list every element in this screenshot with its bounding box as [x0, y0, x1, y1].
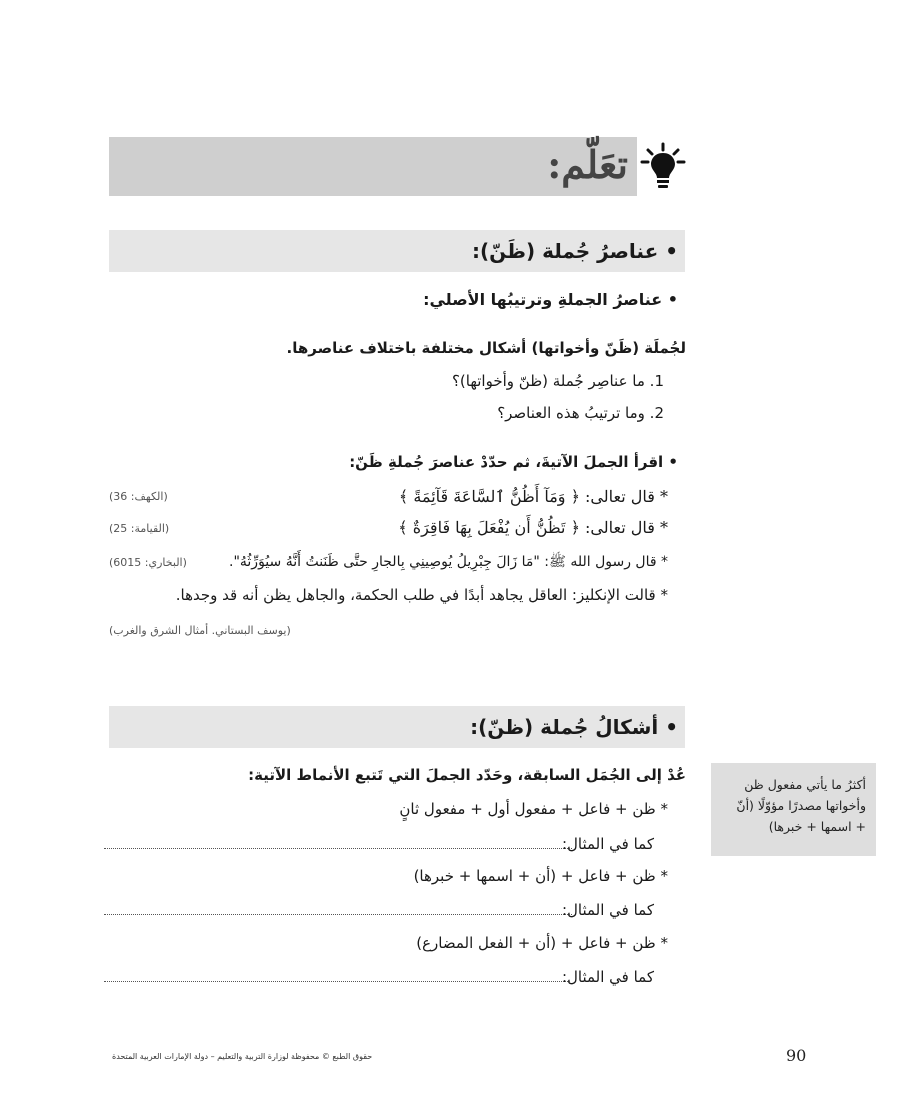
example-2-source: (القيامة: 25) [109, 522, 170, 535]
section2-instruction: عُدْ إلى الجُمَل السابقة، وحَدّد الجملَ التي تَتبع الأنماط الآتية: [248, 766, 686, 784]
section1-subheading: • عناصرُ الجملةِ وترتيبُها الأصلي: [423, 290, 678, 309]
example-3: * قال رسول الله ﷺ: "مَا زَالَ جِبْرِيلُ يُوصِينِي بِالجارِ حتَّى ظَنَنتُ أَنَّهُ سيُوَرِّثُهُ". [229, 554, 668, 570]
footer-copyright: حقوق الطبع © محفوظة لوزارة التربية والتعليم – دولة الإمارات العربية المتحدة [112, 1052, 373, 1061]
side-note-line-3: + اسمها + خبرها) [768, 819, 866, 834]
side-note-line-2: وأخواتها مصدرًا مؤوّلًا (أنّ [736, 798, 866, 813]
pattern-3: * ظن + فاعل + (أن + الفعل المضارع) [416, 934, 668, 952]
pattern-3-example-label: كما في المثال: [561, 968, 654, 986]
example-1-source: (الكهف: 36) [109, 490, 168, 503]
example-2 [398, 516, 668, 540]
question-1: 1. ما عناصِر جُملة (ظنّ وأخواتها)؟ [451, 372, 664, 390]
section2-title: • أشكالُ جُملة (ظنّ): [470, 715, 678, 739]
pattern-1-example-label: كما في المثال: [561, 835, 654, 853]
answer-line-3[interactable] [104, 981, 570, 982]
answer-line-1[interactable] [104, 848, 572, 849]
lightbulb-icon [640, 142, 686, 190]
section1-title: • عناصرُ جُملة (ظَنّ): [471, 239, 678, 263]
example-1 [399, 485, 668, 509]
example-1-text: * قال تعالى: ﴿ وَمَآ أَظُنُّ ٱلسَّاعَةَ قَآئِمَةً ﴾ [398, 487, 668, 506]
side-note-line-1: أكثرُ ما يأتي مفعول ظن [744, 777, 866, 792]
example-4: * قالت الإنكليز: العاقل يجاهد أبدًا في طلب الحكمة، والجاهل يظن أنه قد وجدها. [175, 586, 668, 604]
section1-intro: لجُملَة (ظَنّ وأخواتها) أشكال مختلفة باختلاف عناصرها. [286, 339, 686, 357]
question-2: 2. وما ترتيبُ هذه العناصر؟ [497, 404, 664, 422]
example-2-text: * قال تعالى: ﴿ تَظُنُّ أَن يُفْعَلَ بِهَا فَاقِرَةٌ ﴾ [398, 518, 668, 537]
example-3-source: (البخاري: 6015) [109, 556, 187, 569]
answer-line-2[interactable] [104, 914, 572, 915]
attribution: (يوسف البستاني. أمثال الشرق والغرب) [109, 624, 291, 637]
pattern-2: * ظن + فاعل + (أن + اسمها + خبرها) [413, 867, 668, 885]
section1-instruction: • اقرأ الجملَ الآتيةَ، ثم حدّدْ عناصرَ جُملةِ ظَنّ: [349, 453, 678, 471]
pattern-1: * ظن + فاعل + مفعول أول + مفعول ثانٍ [399, 800, 668, 818]
page-number: 90 [786, 1046, 807, 1065]
side-note [711, 763, 876, 856]
learn-title: تعَلّم: [547, 142, 628, 187]
pattern-2-example-label: كما في المثال: [561, 901, 654, 919]
